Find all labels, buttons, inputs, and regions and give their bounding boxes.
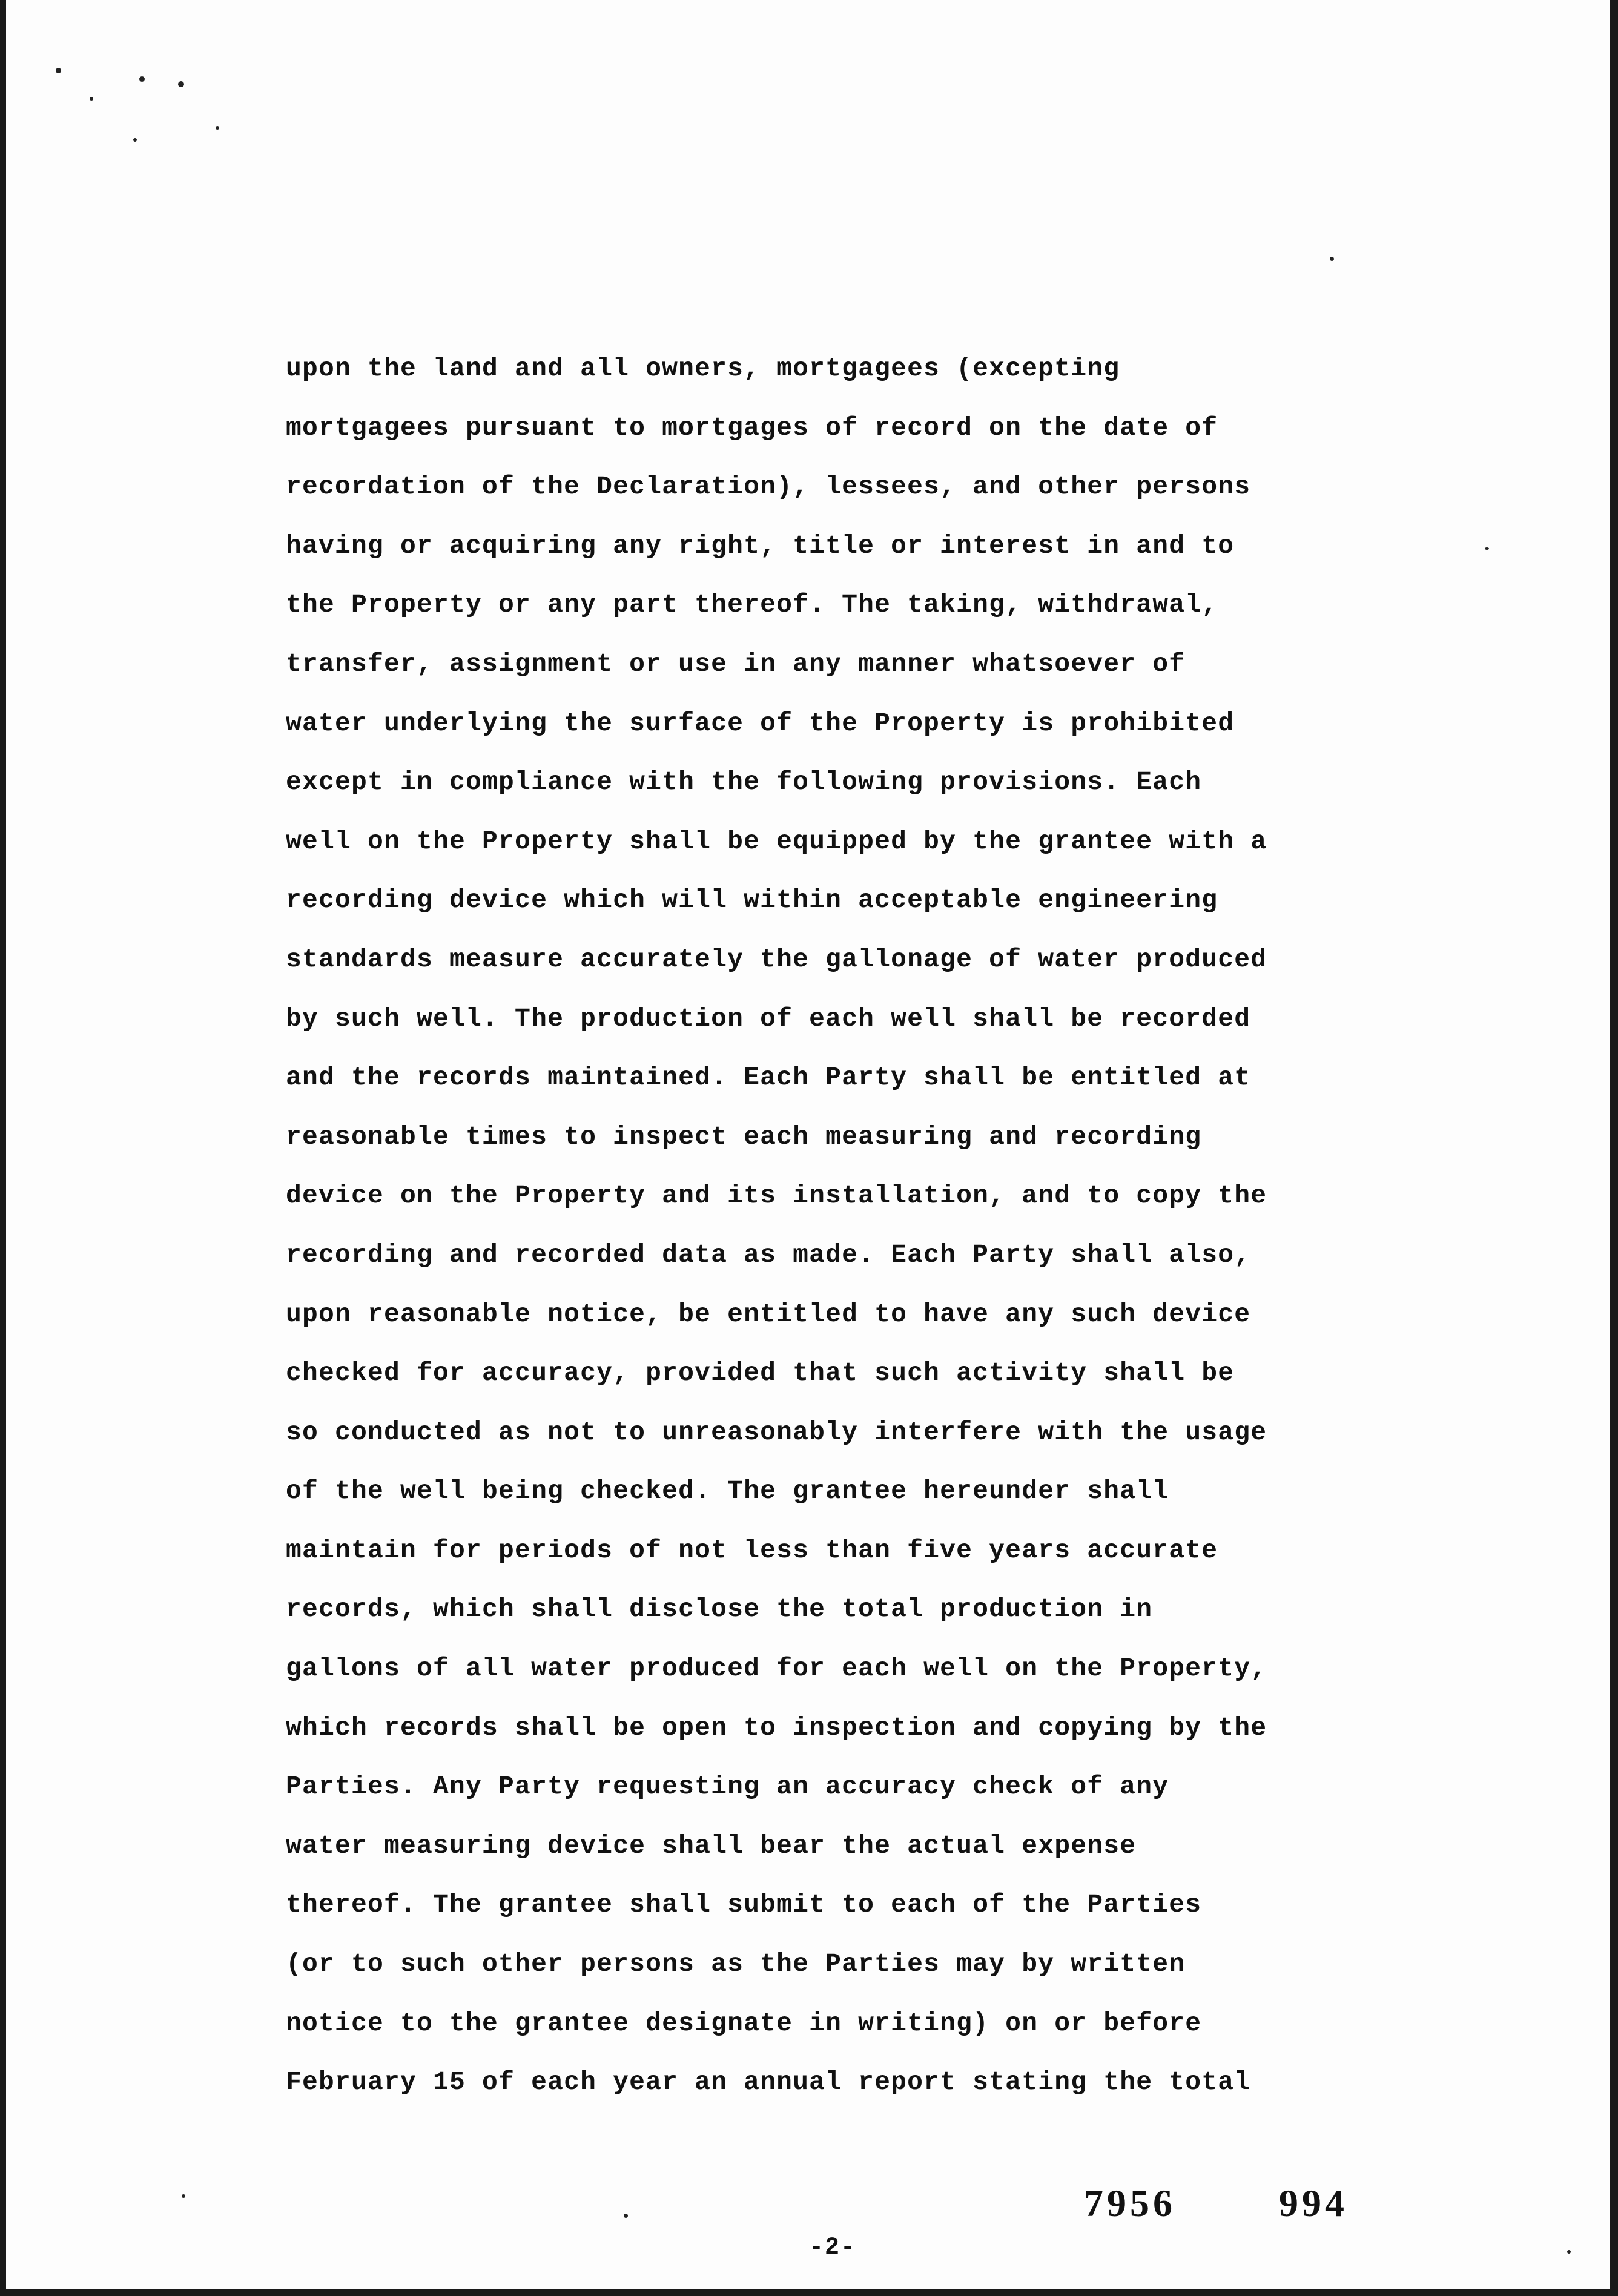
text-line: and the records maintained. Each Party shall be entitled at <box>286 1063 1251 1093</box>
text-line: the Property or any part thereof. The taking, withdrawal, <box>286 590 1218 620</box>
text-line: device on the Property and its installation, and to copy the <box>286 1181 1267 1211</box>
text-line: mortgagees pursuant to mortgages of record on the date of <box>286 412 1218 443</box>
scan-speck <box>178 81 184 87</box>
text-line: recording device which will within acceptable engineering <box>286 885 1218 915</box>
text-line: standards measure accurately the gallonage of water produced <box>286 944 1267 974</box>
text-line: except in compliance with the following provisions. Each <box>286 767 1202 797</box>
scan-speck <box>56 68 61 73</box>
text-line: (or to such other persons as the Parties may by written <box>286 1949 1186 1979</box>
text-line: records, which shall disclose the total production in <box>286 1594 1153 1625</box>
text-line: thereof. The grantee shall submit to each of the Parties <box>286 1890 1202 1920</box>
text-line: transfer, assignment or use in any manner whatsoever of <box>286 648 1186 679</box>
text-line: well on the Property shall be equipped by the grantee with a <box>286 826 1267 856</box>
scan-edge-bottom <box>0 2289 1618 2296</box>
scan-speck <box>133 138 137 142</box>
scan-speck <box>139 76 145 82</box>
text-line: of the well being checked. The grantee hereunder shall <box>286 1476 1169 1506</box>
text-line: having or acquiring any right, title or interest in and to <box>286 530 1235 561</box>
text-line: so conducted as not to unreasonably interfere with the usage <box>286 1417 1267 1447</box>
scan-speck <box>1330 257 1334 261</box>
text-line: reasonable times to inspect each measuring and recording <box>286 1121 1202 1152</box>
text-line: maintain for periods of not less than five years accurate <box>286 1535 1218 1565</box>
scan-edge-right <box>1610 0 1618 2296</box>
text-line: water underlying the surface of the Property is prohibited <box>286 708 1235 738</box>
record-number-book: 7956 <box>1084 2182 1176 2225</box>
text-line: which records shall be open to inspection and copying by the <box>286 1712 1267 1743</box>
scan-speck <box>1485 547 1489 550</box>
scan-speck <box>182 2194 185 2198</box>
text-line: water measuring device shall bear the actual expense <box>286 1830 1137 1861</box>
scan-speck <box>216 126 219 130</box>
scan-speck <box>1567 2250 1571 2254</box>
scan-edge-left <box>0 0 6 2296</box>
text-line: upon the land and all owners, mortgagees (excepting <box>286 354 1120 383</box>
scan-speck <box>624 2214 628 2218</box>
text-line: recording and recorded data as made. Each Party shall also, <box>286 1239 1251 1270</box>
document-body <box>286 339 1485 2112</box>
text-line: gallons of all water produced for each well on the Property, <box>286 1654 1267 1684</box>
text-line: February 15 of each year an annual report stating the total <box>286 2067 1251 2097</box>
scan-speck <box>90 97 93 101</box>
text-line: checked for accuracy, provided that such activity shall be <box>286 1358 1235 1388</box>
text-line: by such well. The production of each well shall be recorded <box>286 1003 1251 1034</box>
page-number: -2- <box>809 2234 857 2261</box>
record-number-page: 994 <box>1279 2182 1348 2225</box>
text-line: recordation of the Declaration), lessees, and other persons <box>286 472 1251 502</box>
text-line: notice to the grantee designate in writing) on or before <box>286 2008 1202 2038</box>
text-line: upon reasonable notice, be entitled to have any such device <box>286 1299 1251 1329</box>
text-line: Parties. Any Party requesting an accuracy check of any <box>286 1772 1169 1802</box>
